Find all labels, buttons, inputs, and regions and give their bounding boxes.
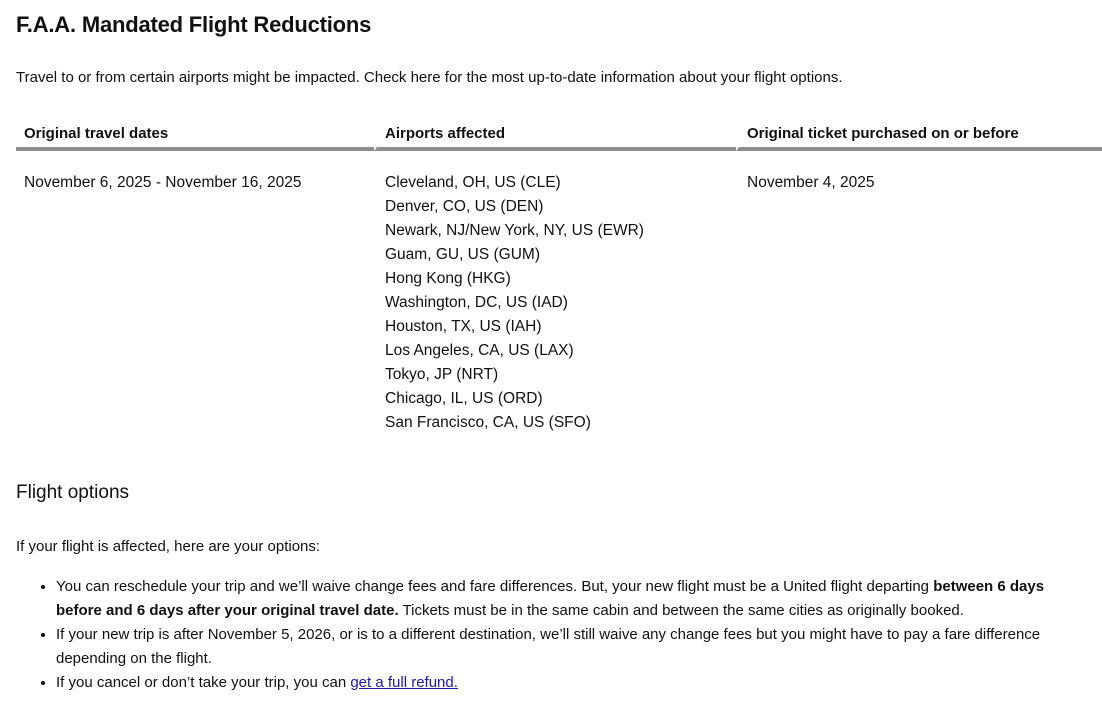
flight-options-heading: Flight options (16, 482, 130, 503)
option-reschedule-text-after: Tickets must be in the same cabin and between the same cities as originally booked. (398, 602, 964, 619)
full-refund-link[interactable]: get a full refund. (350, 674, 458, 691)
airport-item: Hong Kong (HKG) (385, 270, 511, 287)
page-title: F.A.A. Mandated Flight Reductions (16, 12, 372, 37)
header-original-travel-dates: Original travel dates (16, 113, 374, 151)
travel-dates-cell: November 6, 2025 - November 16, 2025 (24, 174, 302, 191)
flight-options-intro: If your flight is affected, here are your options: (16, 538, 321, 555)
airports-list (385, 171, 728, 435)
option-new-trip (56, 623, 1076, 671)
option-reschedule-bold: between 6 days before and 6 days after your original travel date. (56, 578, 1045, 619)
intro-text: Travel to or from certain airports might be impacted. Check here for the most up-to-date information about your flight options. (16, 69, 843, 86)
airport-item: Newark, NJ/New York, NY, US (EWR) (385, 222, 644, 239)
option-cancel (56, 671, 1076, 695)
table-row (16, 151, 1102, 435)
airport-item: Chicago, IL, US (ORD) (385, 390, 543, 407)
airport-item: Denver, CO, US (DEN) (385, 198, 544, 215)
airport-item: Houston, TX, US (IAH) (385, 318, 542, 335)
header-ticket-purchased-before: Original ticket purchased on or before (736, 113, 1102, 151)
airport-item: Tokyo, JP (NRT) (385, 366, 499, 383)
airport-item: Cleveland, OH, US (CLE) (385, 174, 561, 191)
airport-item: Los Angeles, CA, US (LAX) (385, 342, 574, 359)
flight-options-list (16, 575, 1076, 695)
table-header-row (16, 113, 1102, 151)
airport-item: Washington, DC, US (IAD) (385, 294, 568, 311)
option-reschedule (56, 575, 1076, 623)
airports-cell (374, 151, 736, 435)
flight-reductions-table (16, 113, 1102, 435)
airport-item: San Francisco, CA, US (SFO) (385, 414, 591, 431)
option-cancel-text: If you cancel or don’t take your trip, you can (56, 674, 351, 691)
option-reschedule-text: You can reschedule your trip and we’ll waive change fees and fare differences. But, your new flight must be a United flight departing (56, 578, 934, 595)
purchased-before-cell: November 4, 2025 (736, 151, 1102, 435)
option-new-trip-text: If your new trip is after November 5, 2026, or is to a different destination, we’ll still waive any change fees but you might have to pay a fare difference depending on the flight. (56, 626, 1041, 667)
header-airports-affected: Airports affected (374, 113, 736, 151)
airport-item: Guam, GU, US (GUM) (385, 246, 541, 263)
